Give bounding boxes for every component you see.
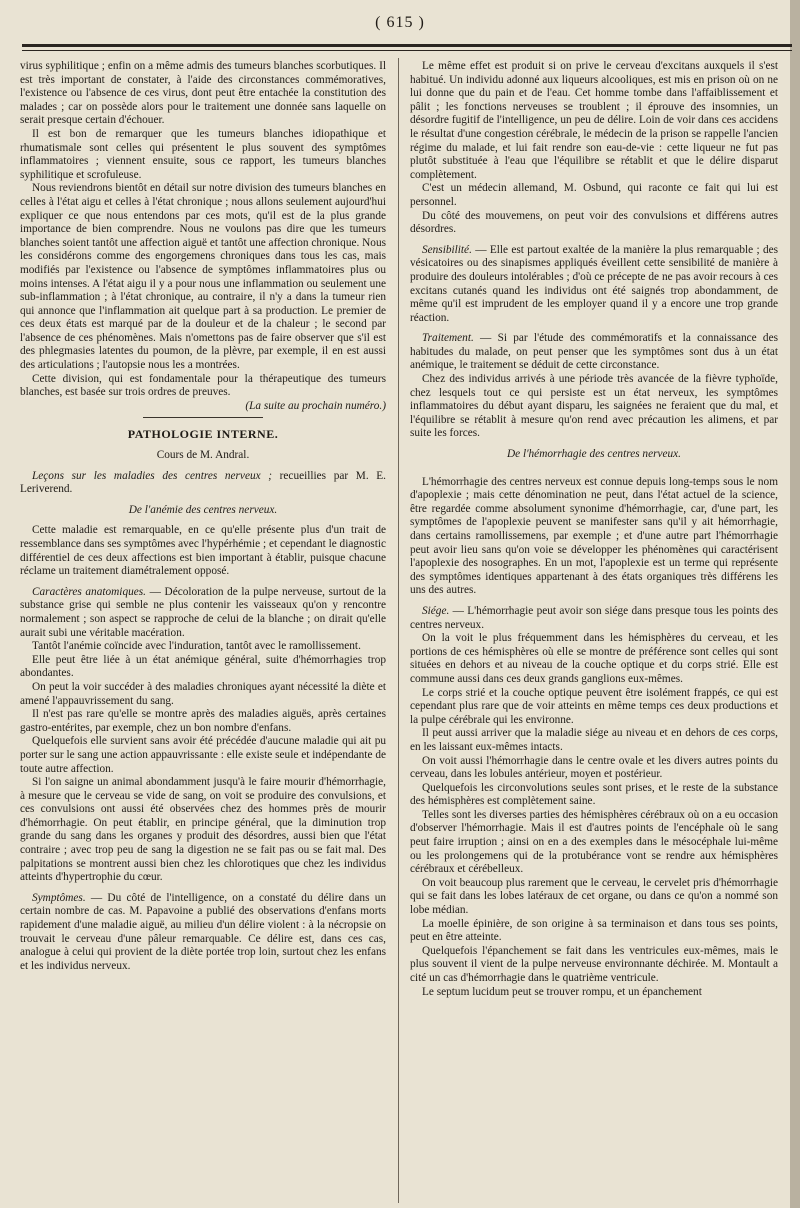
paragraph: Le même effet est produit si on prive le cerveau d'excitans auxquels il s'est habitué. Un individu adonné aux liqueurs alcooliques, est mis en prison où on ne lui donne que du pain et de l'eau. Cet homme tombe dans l'affaiblissement et pâlit ; les fonctions nerveuses se troublent ; il éprouve des insomnies, un désordre fugitif de l'intelligence, un peu de délire. Loin de voir dans ces accidens le résultat d'une congestion cérébrale, le médecin de la prison se rappelle l'ancien régime du malade, et lui fait rendre son eau-de-vie : cette liqueur ne fut pas plutôt substituée à l'eau que l'équilibre se rétablit et que le délire disparut complètement. [410,60,778,181]
paragraph: L'hémorrhagie des centres nerveux est connue depuis long-temps sous le nom d'apoplexie ; mais cette dénomination ne peut, dans l'état actuel de la science, être regardée comme absolument synonime d'hémorrhagie, car, d'une part, les symptômes de l'apoplexie peuvent se manifester sans qu'il y ait hémorrhagie, dans certains ramollissemens, par exemple ; et d'une autre part l'hémorrhagie peut avoir lieu sans qu'on voie se développer les phénomènes qui caractérisent l'apoplexie des nosographes. En un mot, l'apoplexie est un terme qui représente des symptômes identiques appartenant à des états organiques très différens les uns des autres. [410,475,778,597]
lecture-author: recueillies par M. E. Leriverend. [20,469,386,496]
paragraph: Quelquefois les circonvolutions seules sont prises, et le reste de la substance des hémisphères est complètement saine. [410,781,778,808]
paragraph-label: Siége. [422,604,450,617]
paragraph: Traitement. — Si par l'étude des commémoratifs et la connaissance des habitudes du malade, on peut penser que les symptômes sont dus à un état anémique, le traitement se déduit de cette circonstance. [410,332,778,372]
paragraph: Caractères anatomiques. — Décoloration de la pulpe nerveuse, surtout de la substance grise qui semble ne plus contenir les vaisseaux qu'on y rencontre normalement ; son aspect se rapproche de celui de la blanche ; on dirait qu'elle aurait subi une véritable macération. [20,585,386,639]
paragraph: Si l'on saigne un animal abondamment jusqu'à le faire mourir d'hémorrhagie, à mesure que le cerveau se vide de sang, on voit se produire des convulsions, et ces convulsions ont aussi été observées chez des hommes près de mourir d'hémorrhagie. On peut établir, en principe général, que la diminution trop grande du sang dans les organes y produit des désordres, aussi bien que l'état contraire ; avec trop peu de sang la digestion ne se fait pas ou se fait mal. Des palpitations se montrent aussi bien chez les chlorotiques que chez les individus atteints d'hypertrophie du cœur. [20,776,386,884]
paragraph: C'est un médecin allemand, M. Osbund, qui raconte ce fait qui lui est personnel. [410,182,778,208]
paragraph: On voit beaucoup plus rarement que le cerveau, le cervelet pris d'hémorrhagie qui se fait dans les lobes latéraux de cet organe, ou dans ce qu'on a nommé son lobe médian. [410,876,778,917]
paragraph: Elle peut être liée à un état anémique général, suite d'hémorrhagies trop abondantes. [20,653,386,680]
subsection-title: De l'anémie des centres nerveux. [128,503,278,516]
paragraph: Siége. — L'hémorrhagie peut avoir son siége dans presque tous les points des centres nerveux. [410,604,778,631]
paragraph-label: Caractères anatomiques. [32,585,146,598]
paragraph: virus syphilitique ; enfin on a même admis des tumeurs blanches scorbutiques. Il est très important de constater, à l'aide des circonstances commémoratives, l'existence ou l'absence de ces virus, dont peut être entachée la constitution des malades ; car on possède alors pour le traitement une donnée sans laquelle on serait presque certain d'échouer. [20,60,386,127]
paragraph: Du côté des mouvemens, on peut voir des convulsions et différens autres désordres. [410,209,778,236]
paragraph: Sensibilité. — Elle est partout exaltée de la manière la plus remarquable ; des vésicatoires ou des sinapismes appliqués éveillent cette sensibilité de manière à produire des douleurs intolérables ; d'où ce précepte de ne pas avoir recours à ces excitans cutanés quand les individus ont été saignés trop abondamment, de même qu'il est imprudent de les employer quand il y a encore une trop grande réaction. [410,243,778,324]
paragraph: Tantôt l'anémie coïncide avec l'induration, tantôt avec le ramollissement. [32,640,361,653]
subsection-title: De l'hémorrhagie des centres nerveux. [506,448,681,461]
to-be-continued: (La suite au prochain numéro.) [245,399,386,412]
right-column [410,60,778,999]
lecture-title: Leçons sur les maladies des centres nerveux ; [32,469,273,482]
paragraph: Cette division, qui est fondamentale pour la thérapeutique des tumeurs blanches, est basée sur trois ordres de preuves. [20,372,386,399]
paragraph: Il est bon de remarquer que les tumeurs blanches idiopathique et rhumatismale sont celles qui présentent le plus souvent des symptômes inflammatoires ; viennent ensuite, sous ce rapport, les tumeurs blanches syphilitique et scrofuleuse. [20,127,386,181]
paragraph: On la voit le plus fréquemment dans les hémisphères du cerveau, et les portions de ces hémisphères où elle se montre de préférence sont celles qui sont situées en dehors et au niveau de la couche optique et du corps strié. Elle est commune aussi dans ces deux grands ganglions eux-mêmes. [410,632,778,685]
left-column [20,60,386,973]
paragraph: Le septum lucidum peut se trouver rompu, et un épanchement [422,985,702,998]
paragraph: La moelle épinière, de son origine à sa terminaison et dans tous ses points, peut en être atteinte. [410,917,778,944]
paragraph: Quelquefois l'épanchement se fait dans les ventricules eux-mêmes, mais le plus souvent il vient de la pulpe nerveuse environnante déchirée. M. Montault a cité un cas d'hémorrhagie dans le quatrième ventricule. [410,944,778,984]
paragraph: Nous reviendrons bientôt en détail sur notre division des tumeurs blanches en celles à l'état aigu et celles à l'état chronique ; nous allons seulement aujourd'hui expliquer ce que nous entendons par ces mots, qu'il est de la plus grande importance de bien comprendre. Nous ne voulons pas dire que les tumeurs blanches soient tantôt une affection aiguë et tantôt une affection chronique. Nous les considérons comme des engorgemens chroniques dans tous les cas, mais modifiés par l'existence ou l'absence de symptômes inflammatoires plus ou moins intenses. A l'état aigu il y a pour nous une inflammation ou seulement une sub-inflammation ; à l'état chronique, au contraire, il n'y a dans la tumeur rien qui annonce que l'inflammation ait quelque part à sa production. Le premier de ces deux états est marqué par de la douleur et de la chaleur ; le second par l'absence de ces phénomènes. Mais n'omettons pas de faire observer que s'il est des phlegmasies latentes du poumon, de la plèvre, par exemple, il en est aussi des articulations ; l'autopsie nous les a montrées. [20,182,386,372]
paragraph: Il n'est pas rare qu'elle se montre après des maladies aiguës, après certaines gastro-entérites, par exemple, chez un bon nombre d'enfans. [20,708,386,734]
paragraph-label: Sensibilité. [422,243,472,256]
paragraph: Le corps strié et la couche optique peuvent être isolément frappés, ce qui est cependant plus rare que de voir atteints en même temps ces deux productions et la pulpe cérébrale qui les environne. [410,686,778,726]
paragraph: Telles sont les diverses parties des hémisphères cérébraux où on a eu occasion d'observer l'hémorrhagie. Mais il est d'autres points de l'encéphale où le sang peut faire irruption ; ainsi on en a des exemples dans le mésocéphale lui-même ou les prolongemens qui de la protubérance vont se rendre aux hémisphères cérébraux et cérébelleux. [410,808,778,876]
paragraph: Quelquefois elle survient sans avoir été précédée d'aucune maladie qui ait pu porter sur le sang une action appauvrissante : elle existe seule et indépendante de toute autre affection. [20,735,386,775]
paragraph: On voit aussi l'hémorrhagie dans le centre ovale et les divers autres points du cerveau, dans les lobules antérieur, moyen et postérieur. [410,754,778,781]
section-title: PATHOLOGIE INTERNE. [127,427,279,442]
header-rule-thin [22,50,792,51]
lecture-heading [20,470,386,497]
course-title: Cours de M. Andral. [156,449,250,462]
page-edge [790,0,800,1208]
paragraph-label: Traitement. [422,332,474,345]
paragraph-label: Symptômes. [32,891,86,904]
paragraph: Symptômes. — Du côté de l'intelligence, on a constaté du délire dans un certain nombre de cas. M. Papavoine a publié des observations d'enfans morts rapidement d'une maladie aiguë, au milieu d'un délire violent : à la nécropsie on trouvait le cerveau d'une pâleur remarquable. Ce délire est, dans ces cas, analogue à celui qui provient de la diète portée trop loin, surtout chez les enfans et les individus nerveux. [20,891,386,972]
header-rule [22,44,792,47]
paragraph: On peut la voir succéder à des maladies chroniques ayant nécessité la diète et amené l'appauvrissement du sang. [20,680,386,707]
paragraph: Cette maladie est remarquable, en ce qu'elle présente plus d'un trait de ressemblance dans ses symptômes avec l'hypérhémie ; et cependant le diagnostic différentiel de ces deux affections est bien important à établir, puisque chacune réclame un traitement diamétralement opposé. [20,524,386,578]
paragraph: Il peut aussi arriver que la maladie siége au niveau et en dehors de ces corps, en les laissant eux-mêmes intacts. [410,727,778,753]
page-number: ( 615 ) [375,14,425,31]
paragraph: Chez des individus arrivés à une période très avancée de la fièvre typhoïde, chez lesquels tout ce qui persiste est un état nerveux, les symptômes inflammatoires du début ayant disparu, les saignées ne feraient que du mal, et l'équilibre se rétablit à mesure qu'on rend avec précaution les alimens, et par suite les forces. [410,373,778,440]
column-divider [398,58,399,1203]
section-separator [143,417,263,418]
